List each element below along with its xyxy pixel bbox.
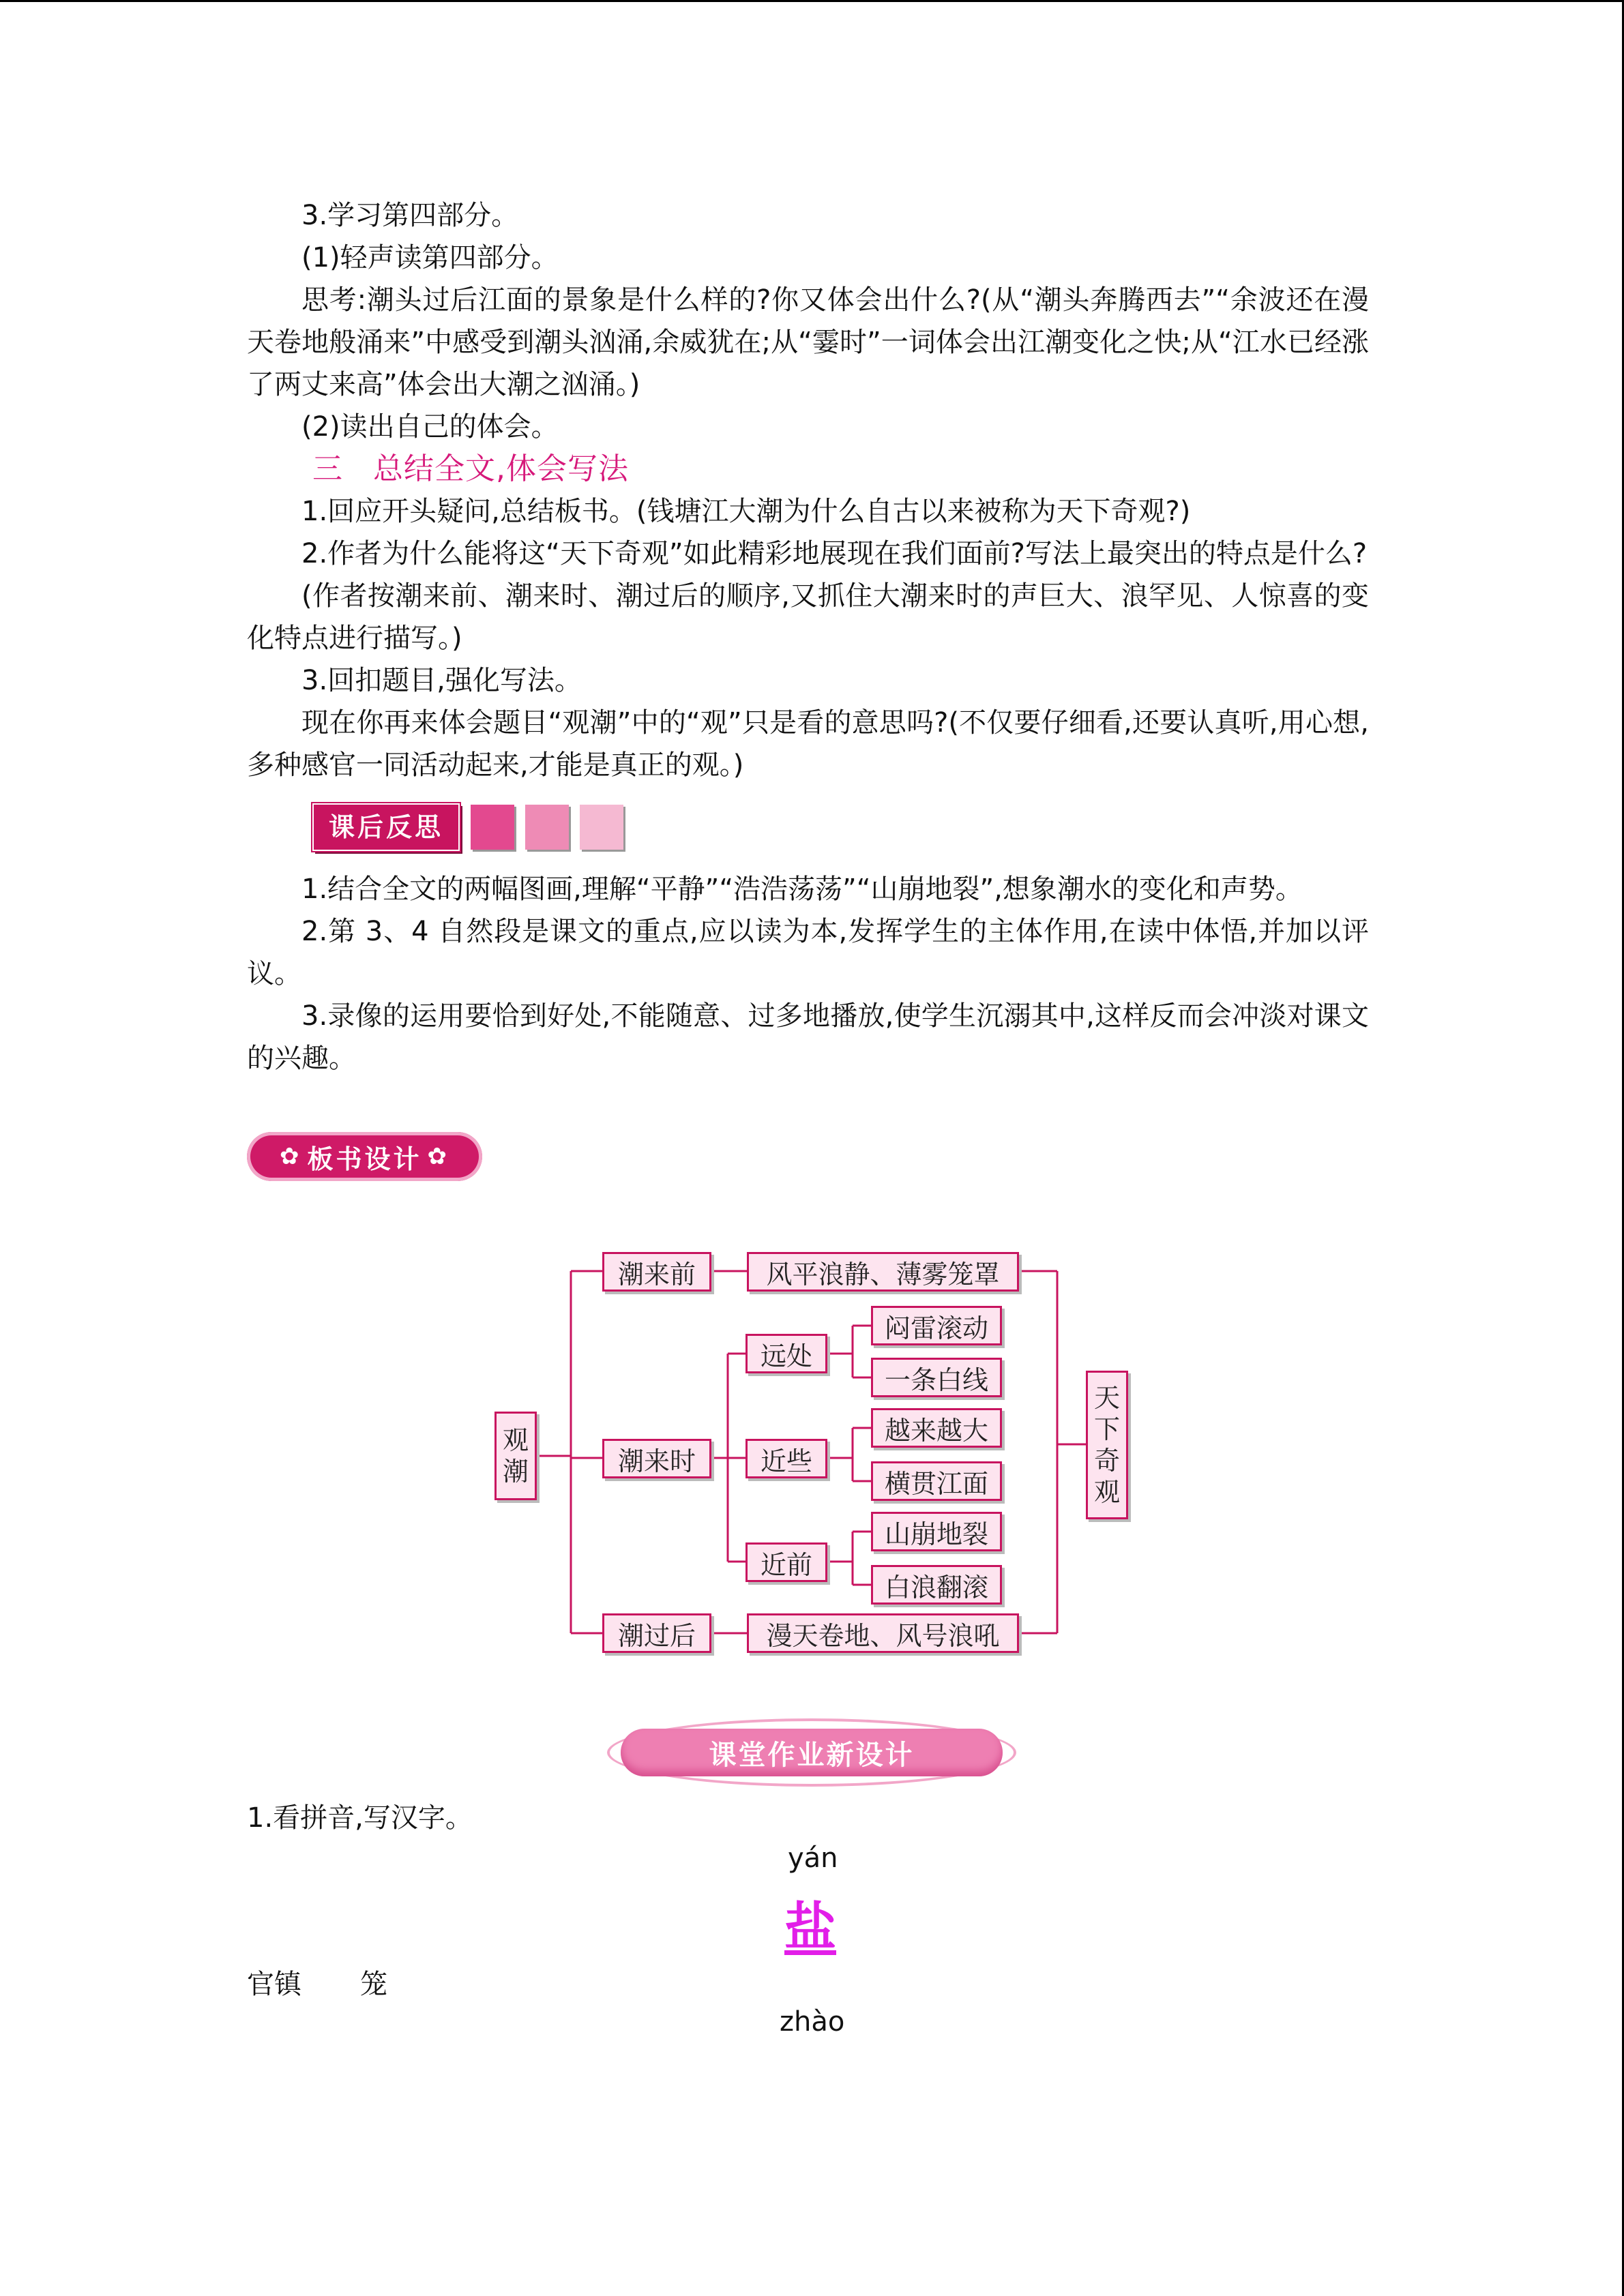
stage-before: 潮来前 <box>602 1252 711 1292</box>
before-description: 风平浪静、薄雾笼罩 <box>747 1252 1019 1292</box>
homework-banner <box>607 1718 1016 1787</box>
decor-square <box>525 805 569 850</box>
paragraph: (1)轻声读第四部分。 <box>301 242 559 273</box>
paragraph: 3.录像的运用要恰到好处,不能随意、过多地播放,使学生沉溺其中,这样反而会冲淡对课文的兴趣。 <box>247 1000 1369 1074</box>
root-box <box>494 1412 537 1500</box>
conclusion-box <box>1086 1371 1128 1519</box>
root-char: 观 <box>502 1425 529 1455</box>
decor-square <box>471 805 514 850</box>
leaf-close-2: 白浪翻滚 <box>871 1565 1002 1605</box>
pinyin-label: yán <box>788 1843 838 1874</box>
leaf-close-1: 山崩地裂 <box>871 1512 1002 1551</box>
sub-near: 近些 <box>745 1439 827 1478</box>
leaf-far-1: 闷雷滚动 <box>871 1306 1002 1345</box>
section-number: 三 <box>312 451 343 486</box>
paragraph: 3.回扣题目,强化写法。 <box>301 665 582 696</box>
conclusion-char: 天 <box>1093 1383 1120 1413</box>
leaf-near-2: 横贯江面 <box>871 1461 1002 1501</box>
sub-far: 远处 <box>745 1334 827 1373</box>
after-description: 漫天卷地、风号浪吼 <box>747 1613 1019 1653</box>
paragraph: (作者按潮来前、潮来时、潮过后的顺序,又抓住大潮来时的声巨大、浪罕见、人惊喜的变化特点进行描写。) <box>247 580 1369 654</box>
paragraph: 思考:潮头过后江面的景象是什么样的?你又体会出什么?(从“潮头奔腾西去”“余波还在漫天卷地般涌来”中感受到潮头汹涌,余威犹在;从“霎时”一词体会出江潮变化之快;从“江水已经涨了两丈来高”体会出大潮之汹涌。) <box>247 284 1369 400</box>
conclusion-char: 观 <box>1093 1477 1120 1507</box>
top-border <box>0 0 1624 2</box>
paragraph: 1.结合全文的两幅图画,理解“平静”“浩浩荡荡”“山崩地裂”,想象潮水的变化和声势。 <box>301 874 1303 905</box>
leaf-far-2: 一条白线 <box>871 1358 1002 1397</box>
stage-during: 潮来时 <box>602 1439 711 1478</box>
paragraph: 2.作者为什么能将这“天下奇观”如此精彩地展现在我们面前?写法上最突出的特点是什么? <box>301 538 1368 569</box>
conclusion-char: 奇 <box>1093 1446 1120 1476</box>
board-design-label: 板书设计 <box>307 1144 422 1174</box>
sub-close: 近前 <box>745 1542 827 1582</box>
word-item: 官镇 <box>247 1969 301 2000</box>
homework-question: 1.看拼音,写汉字。 <box>247 1802 473 1834</box>
pinyin-label: zhào <box>780 2006 845 2038</box>
section-title: 总结全文,体会写法 <box>373 451 629 486</box>
root-char: 潮 <box>502 1457 529 1487</box>
paragraph: 3.学习第四部分。 <box>301 200 519 231</box>
paragraph: (2)读出自己的体会。 <box>301 411 559 443</box>
paragraph: 1.回应开头疑问,总结板书。(钱塘江大潮为什么自古以来被称为天下奇观?) <box>301 496 1191 527</box>
star-icon: ✿ <box>427 1143 449 1170</box>
board-design-banner <box>247 1132 482 1181</box>
decor-square <box>580 805 623 850</box>
reflection-label: 课后反思 <box>312 803 460 851</box>
section-heading <box>247 448 1369 490</box>
paragraph: 现在你再来体会题目“观潮”中的“观”只是看的意思吗?(不仅要仔细看,还要认真听,用心想,多种感官一同活动起来,才能是真正的观。) <box>247 707 1369 781</box>
word-item: 笼 <box>360 1969 387 2000</box>
conclusion-char: 下 <box>1093 1414 1120 1444</box>
stage-after: 潮过后 <box>602 1613 711 1653</box>
homework-label: 课堂作业新设计 <box>621 1729 1003 1776</box>
paragraph: 2.第 3、4 自然段是课文的重点,应以读为本,发挥学生的主体作用,在读中体悟,并加以评议。 <box>247 916 1369 989</box>
reflection-banner <box>312 801 1369 853</box>
lesson-body <box>247 194 1369 1079</box>
answer-character: 盐 <box>784 1896 836 1957</box>
leaf-near-1: 越来越大 <box>871 1408 1002 1448</box>
star-icon: ✿ <box>279 1143 302 1170</box>
